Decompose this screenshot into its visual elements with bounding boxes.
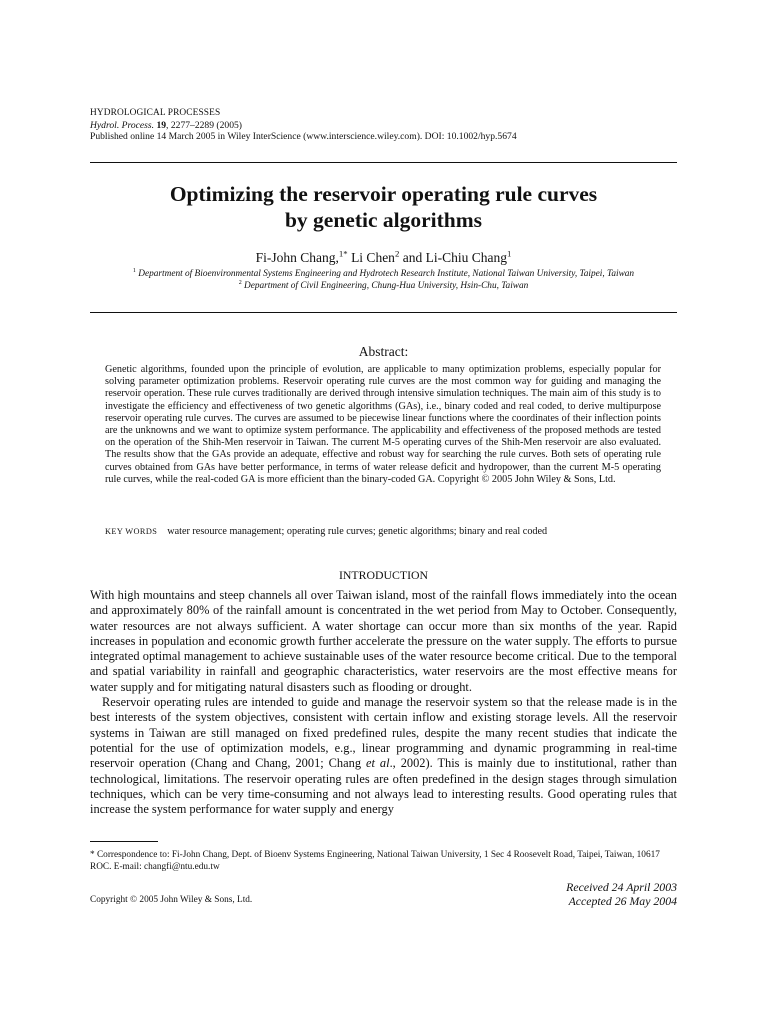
- intro-p2-part-a: Reservoir operating rules are intended to guide and manage the reservoir system so that the release made is in the best interests of the system objectives, consistent with certain inflow and existing storage levels. All the reservoir systems in Taiwan are still managed on fixed predefined rules, despite the many recent studies that indicate the potential for the use of optimization models, e.g., linear programming and dynamic programming in real-time reservoir operation (Chang and Chang, 2001; Chang: [90, 695, 677, 771]
- copyright-line: Copyright © 2005 John Wiley & Sons, Ltd.: [90, 895, 253, 905]
- affiliation-2-num: 2: [238, 279, 242, 286]
- affiliation-2-text: Department of Civil Engineering, Chung-Hua University, Hsin-Chu, Taiwan: [244, 281, 529, 291]
- author-1-affil: 1: [338, 248, 344, 259]
- intro-paragraph-1: With high mountains and steep channels all over Taiwan island, most of the rainfall flows immediately into the ocean and approximately 80% of the rainfall amount is concentrated in the wet period from May to October. Consequently, water resources are not always sufficient. A water shortage can occur more than six months of the year. Rapid increases in population and economic growth further accelerate the pressure on the water supply. The efforts to pursue integrated optimal management to achieve sustainable uses of the water resource become critical. Due to the temporal and spatial variability in rainfall and geographic characteristics, water reservoirs are the most effective means for water supply and for mitigating natural disasters such as flooding or drought.: [90, 588, 677, 694]
- intro-p2-part-b: ., 2002). This is mainly due to institutional, rather than technological, limitations. The reservoir operating rules are often predefined in the design stages through simulation techniques, which can be very time-consuming and not always lead to interesting results. Good operating rules that increase the system performance for water supply and energy: [90, 756, 678, 817]
- affiliation-1-text: Department of Bioenvironmental Systems Engineering and Hydrotech Research Institute, National Taiwan University, Taipei, Taiwan: [138, 269, 635, 279]
- abstract-heading: Abstract:: [358, 344, 409, 359]
- intro-p2-etal: et al: [366, 756, 390, 771]
- citation-pages: , 2277–2289 (2005): [166, 119, 242, 131]
- author-list: [90, 250, 677, 266]
- paper-title: [90, 181, 677, 233]
- citation-volume: 19: [156, 119, 167, 131]
- affiliation-1-num: 1: [132, 267, 136, 274]
- author-2-affil: 2: [394, 248, 400, 259]
- accepted-date: Accepted 26 May 2004: [568, 894, 677, 908]
- abstract-rule: [90, 312, 677, 313]
- abstract-text: Genetic algorithms, founded upon the principle of evolution, are applicable to many optimization problems, especially popular for solving parameter optimization problems. Reservoir operating rule curves are the most common way for guiding and managing the reservoir operation. These rule curves traditionally are derived through intensive simulation techniques. The main aim of this study is to investigate the efficiency and effectiveness of two genetic algorithms (GAs), i.e., binary coded and real coded, to derive multipurpose reservoir operating rule curves. The curves are assumed to be piecewise linear functions where the coordinates of their inflection points are the unknowns and we want to optimize system performance. The applicability and effectiveness of the proposed methods are tested on the operation of the Shih-Men reservoir in Taiwan. The current M-5 operating curves of the Shih-Men reservoir are also evaluated. The results show that the GAs provide an adequate, effective and robust way for searching the rule curves. Both sets of operating rule curves obtained from GAs have better performance, in terms of water release deficit and hydropower, than the current M-5 operating rule curves, while the real-coded GA is more efficient than the binary-coded GA. Copyright © 2005 John Wiley & Sons, Ltd.: [105, 364, 661, 485]
- journal-name: HYDROLOGICAL PROCESSES: [90, 108, 221, 118]
- received-date: Received 24 April 2003: [566, 880, 677, 894]
- intro-paragraph-2: [90, 695, 677, 817]
- journal-published: Published online 14 March 2005 in Wiley InterScience (www.interscience.wiley.com). DOI: 10.1002/hyp.5674: [90, 131, 517, 142]
- affiliation-2: [90, 281, 677, 292]
- footnote-text: Correspondence to: Fi-John Chang, Dept. of Bioenv Systems Engineering, National Taiwan University, 1 Sec 4 Roosevelt Road, Taipei, Taiwan, 10617 ROC. E-mail: changfi@ntu.edu.tw: [90, 850, 660, 872]
- author-3: and Li-Chiu Chang: [399, 250, 507, 265]
- corresponding-mark: *: [343, 248, 348, 259]
- journal-citation: [90, 120, 680, 132]
- keywords: [105, 526, 675, 538]
- author-2: Li Chen: [347, 250, 395, 265]
- introduction-heading: INTRODUCTION: [338, 568, 429, 582]
- submission-dates: [566, 880, 677, 908]
- keywords-label: KEY WORDS: [105, 527, 158, 536]
- top-rule: [90, 162, 677, 163]
- author-1: Fi-John Chang,: [255, 250, 339, 265]
- author-3-affil: 1: [506, 248, 512, 259]
- introduction-body: [90, 588, 677, 817]
- keywords-text: water resource management; operating rule curves; genetic algorithms; binary and real coded: [167, 526, 548, 537]
- title-line-1: Optimizing the reservoir operating rule curves: [169, 182, 598, 206]
- correspondence-footnote: [90, 850, 677, 873]
- footnote-mark: *: [90, 850, 95, 860]
- journal-header: [90, 108, 680, 143]
- footnote-rule: [90, 841, 158, 842]
- citation-prefix: Hydrol. Process.: [90, 119, 155, 131]
- affiliation-1: [90, 269, 677, 280]
- title-line-2: by genetic algorithms: [284, 208, 483, 232]
